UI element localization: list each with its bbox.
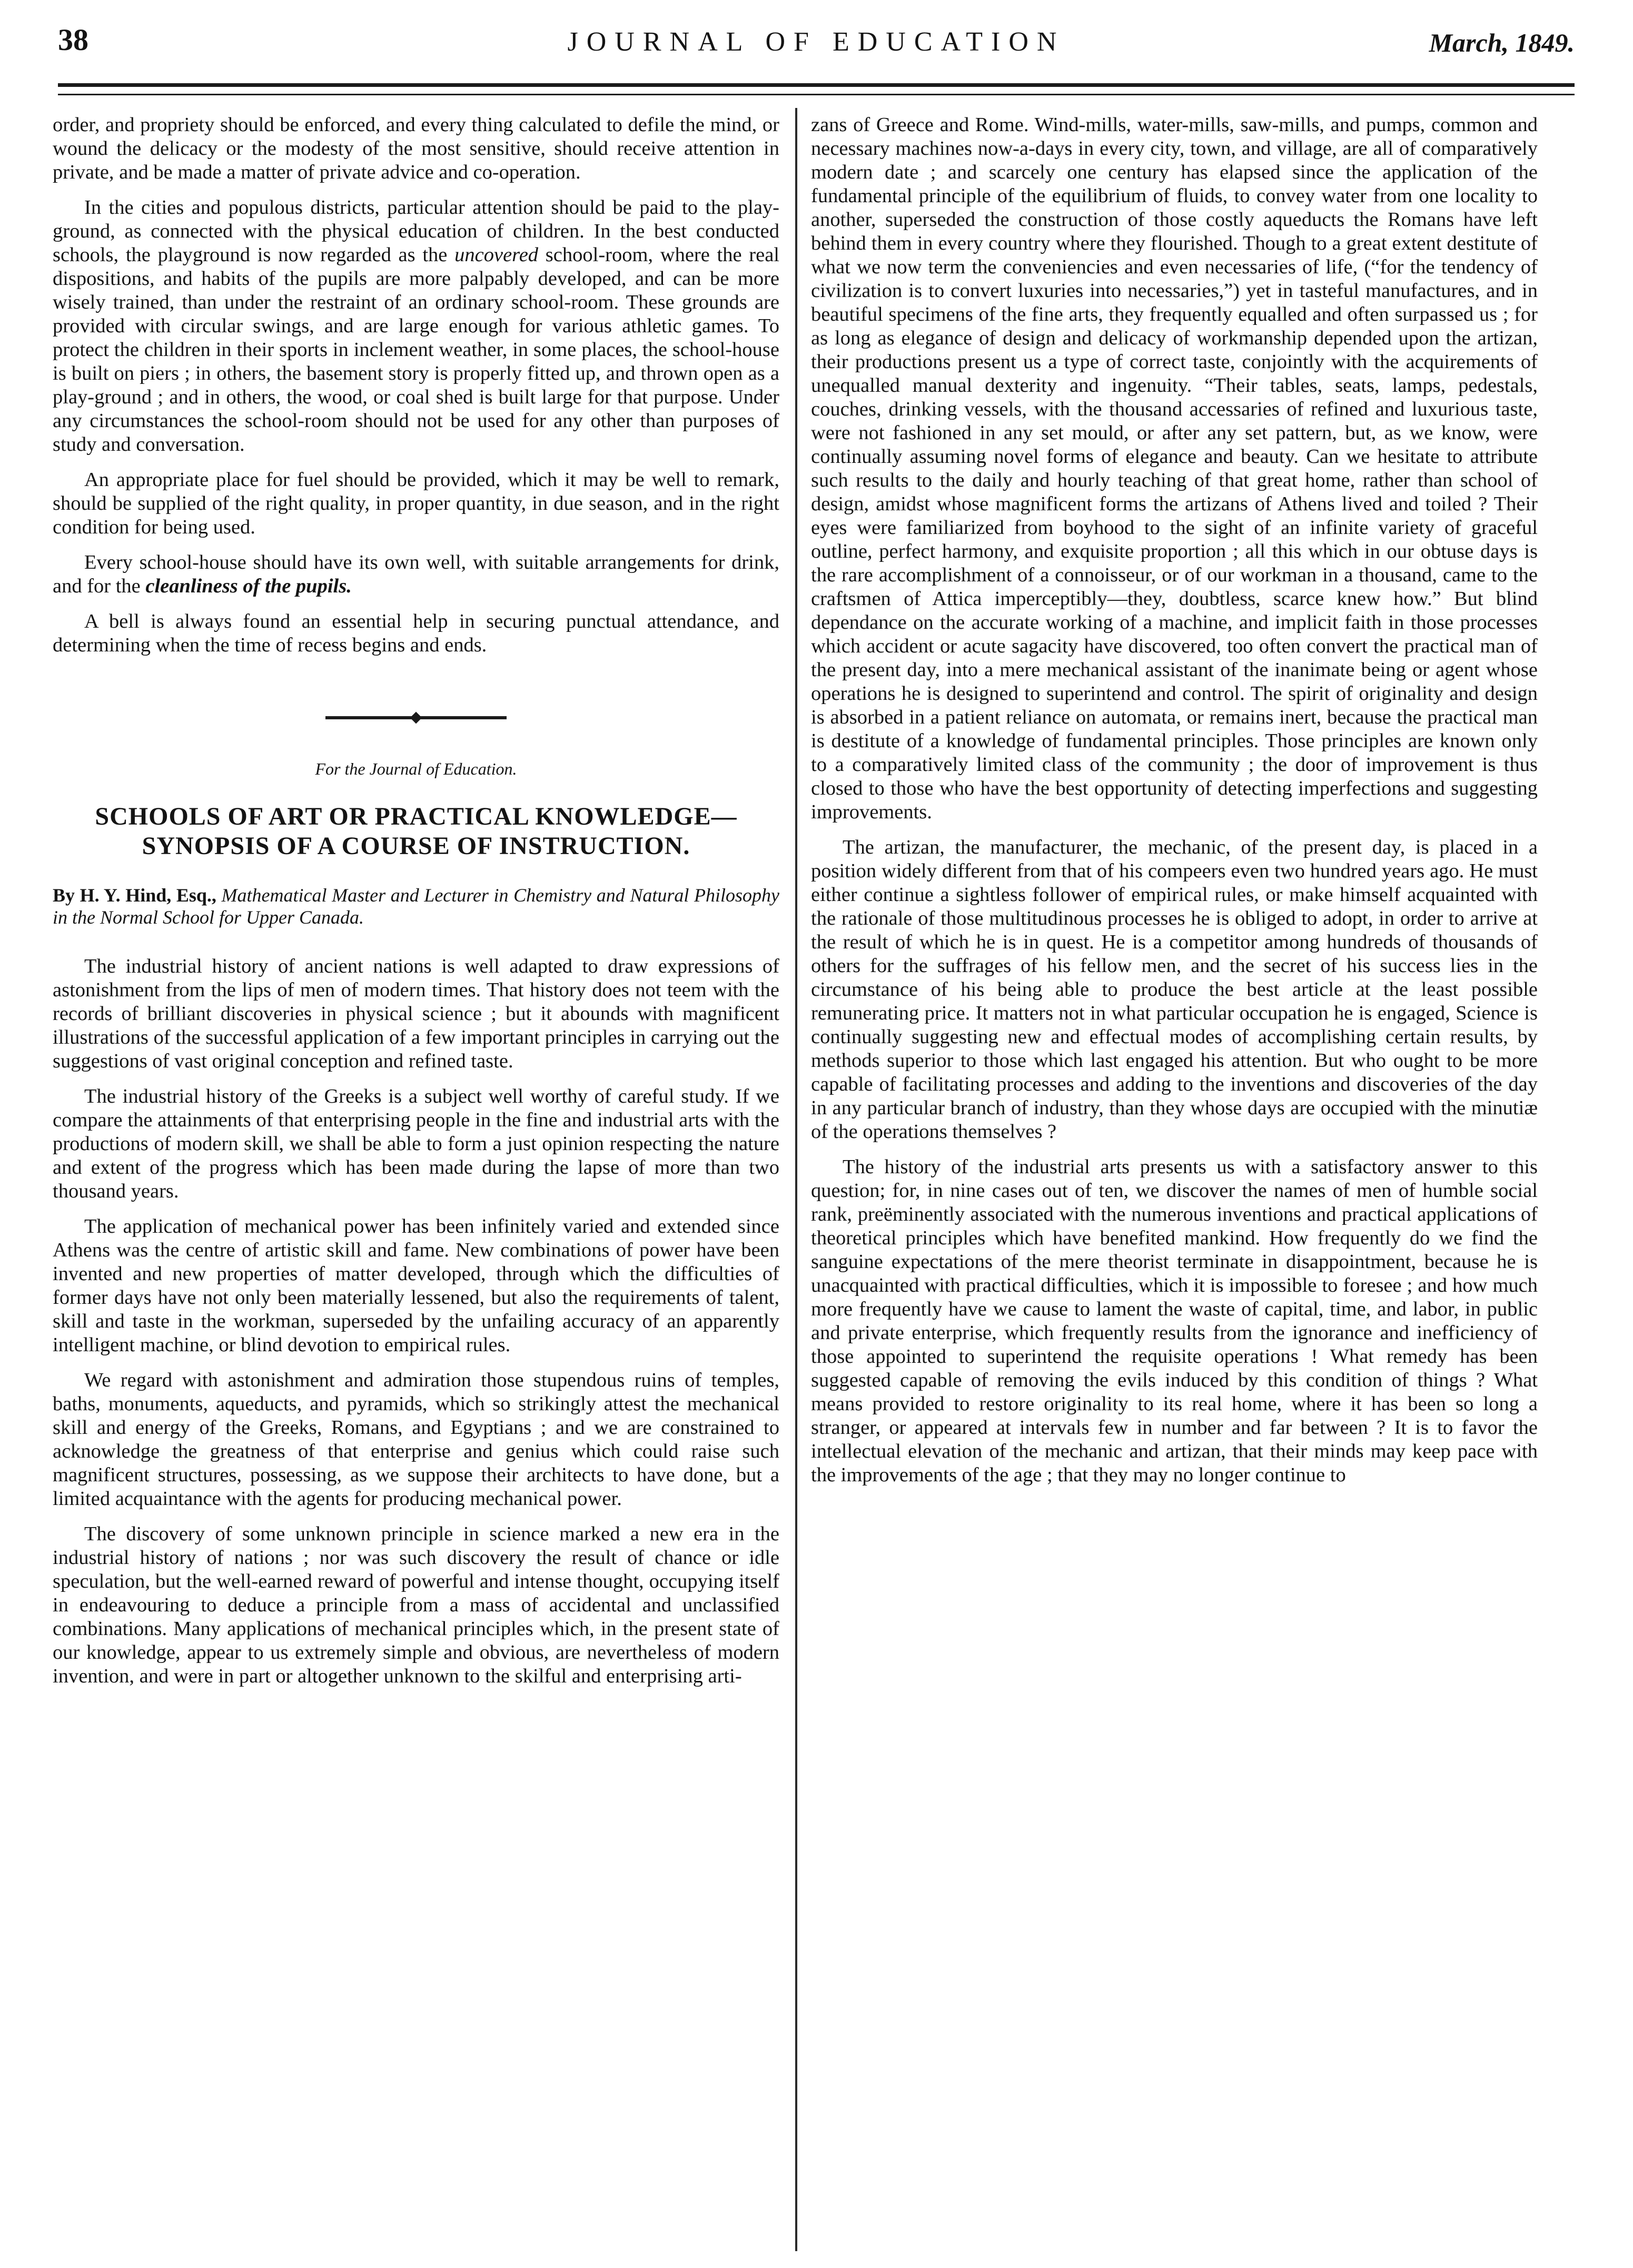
paragraph-mechanical-power: The application of mechanical power has been infinitely varied and extended since Athens was the centre of artistic skill and fame. New combinations of power have been invented and new properties of matter developed, through which the difficulties of former days have not only been materially lessened, but also the requirements of talent, skill and taste in the workman, superseded by the unfailing accuracy of an apparently intelligent machine, or blind devotion to empirical rules. [53,1215,779,1356]
ornament-line-right [417,716,507,719]
page-header [58,22,1575,70]
byline [53,884,779,928]
issue-date: March, 1849. [1429,28,1575,57]
article-title-line-2: SYNOPSIS OF A COURSE OF INSTRUCTION. [142,832,690,860]
paragraph-playground [53,196,779,457]
emphasis-uncovered: uncovered [454,244,539,266]
paragraph-bell: A bell is always found an essential help in securing punctual attendance, and determining when the time of recess begins and ends. [53,610,779,656]
ornament-line-left [325,716,415,719]
section-divider-ornament [53,705,779,715]
paragraph-discovery: The discovery of some unknown principle in science marked a new era in the industrial history of nations ; nor was such discovery the result of chance or idle speculation, but the well-earned reward of powerful and intense thought, occupying itself in endeavouring to deduce a principle from a mass of accidental and unclassified combinations. Many applications of mechanical principles which, in the present state of our knowledge, appear to us extremely simple and obvious, are nevertheless of modern invention, and were in part or altogether unknown to the skilful and enterprising arti- [53,1523,779,1687]
continued-paragraph: order, and propriety should be enforced, and every thing calculated to defile the mind, or wound the delicacy or the modesty of the most sensitive, should receive attention in private, and be made a matter of private advice and co-operation. [53,114,779,183]
column-divider [795,108,797,2251]
byline-author: By H. Y. Hind, Esq., [53,885,216,906]
header-rule-thick [58,83,1575,87]
article-title [53,802,779,861]
paragraph-well-text: Every school-house should have its own well, with suitable arrangements for drink, and for the [53,551,779,597]
paragraph-well [53,551,779,598]
right-column [811,113,1538,2256]
header-rule-thin [58,94,1575,95]
left-column [53,113,779,2256]
paragraph-astonishment: We regard with astonishment and admiration those stupendous ruins of temples, baths, monuments, aqueducts, and pyramids, which so strikingly attest the mechanical skill and energy of the Greeks, Romans, and Egyptians ; and we are constrained to acknowledge the greatness of that enterprise and genius which could raise such magnificent structures, possessing, as we suppose their architects to have done, but a limited acquaintance with the agents for producing mechanical power. [53,1369,779,1510]
page-number: 38 [58,23,88,57]
article-title-line-1: SCHOOLS OF ART OR PRACTICAL KNOWLEDGE— [95,803,737,830]
continued-paragraph-right: zans of Greece and Rome. Wind-mills, water-mills, saw-mills, and pumps, common and necessary machines now-a-days in every city, town, and village, are all of comparatively modern date ; and scarcely one century has elapsed since the application of the fundamental principle of the equilibrium of fluids, to convey water from one locality to another, superseded the construction of those costly aqueducts the Romans have left behind them in every country where they flourished. Though to a great extent destitute of what we now term the conveniencies and even necessaries of life, (“for the tendency of civilization is to convert luxuries into necessaries,”) yet in tasteful manufactures, and in beautiful specimens of the fine arts, they frequently equalled and often surpassed us ; for as long as elegance of design and delicacy of workmanship depended upon the artizan, their productions present us a type of correct taste, conjointly with the acquirements of unequalled manual dexterity and ingenuity. “Their tables, seats, lamps, pedestals, couches, drinking vessels, with the thousand accessaries of refined and luxurious taste, were not fashioned in any set mould, or after any set pattern, but, as we know, were continually assuming novel forms of elegance and beauty. Can we hesitate to attribute such results to the daily and hourly teaching of that great home, rather than school of design, amidst whose magnificent forms the artizans of Athens lived and toiled ? Their eyes were familiarized from boyhood to the sight of an infinite variety of graceful outline, perfect harmony, and exquisite proportion ; all this which in our obtuse days is the rare accomplishment of a connoisseur, or of our workman in a thousand, came to the craftsmen of Attica imperceptibly—they, doubtless, scarce knew how.” But blind dependance on the accurate working of a machine, and implicit faith in those processes which accident or acute sagacity have discovered, too often convert the practical man of the present day, into a mere mechanical assistant of the inanimate being or agent whose operations he is designed to superintend and control. The spirit of originality and design is absorbed in a patient reliance on automata, or remains inert, because the practical man is destitute of a knowledge of fundamental principles. Those principles are known only to a comparatively limited class of the community ; the door of improvement is thus closed to those who have the best opportunity of detecting imperfections and suggesting improvements. [811,114,1538,823]
journal-title: JOURNAL OF EDUCATION [567,27,1065,57]
paragraph-greeks: The industrial history of the Greeks is a subject well worthy of careful study. If we compare the attainments of that enterprising people in the fine and industrial arts with the productions of modern skill, we shall be able to form a just opinion respecting the nature and extent of the progress which has been made during the lapse of more than two thousand years. [53,1085,779,1202]
paragraph-industrial-history: The industrial history of ancient nations is well adapted to draw expressions of astonishment from the lips of men of modern times. That history does not teem with the records of brilliant discoveries in physical science ; but it abounds with magnificent illustrations of the successful application of a few important principles in carrying out the suggestions of vast original conception and refined taste. [53,955,779,1072]
credit-line: For the Journal of Education. [315,759,517,778]
paragraph-playground-text-a: In the cities and populous districts, particular attention should be paid to the play-ground, as connected with the physical education of children. In the best conducted schools, the playground is now regarded as the [53,196,779,266]
paragraph-artizan: The artizan, the manufacturer, the mechanic, of the present day, is placed in a position widely different from that of his compeers even two hundred years ago. He must either continue a sightless follower of empirical rules, or make himself acquainted with the rationale of those multitudinous processes he is obliged to adopt, in order to arrive at the result of which he is in quest. He is a competitor among hundreds of thousands of others for the suffrages of his fellow men, and the secret of his success lies in the circumstance of his being able to produce the best article at the least possible remunerating price. It matters not in what particular occupation he is engaged, Science is continually suggesting new and effectual modes of accomplishing certain results, by methods superior to those which last engaged his attention. But who ought to be more capable of facilitating processes and adding to the inventions and discoveries of the day in any particular branch of industry, than they whose days are occupied with the minutiæ of the operations themselves ? [811,836,1538,1143]
emphasis-cleanliness: cleanliness of the pupils. [145,575,352,597]
paragraph-history-industrial-arts: The history of the industrial arts presents us with a satisfactory answer to this question; for, in nine cases out of ten, we discover the names of men of humble social rank, preëminently associated with the numerous inventions and practical applications of theoretical principles which have benefited mankind. How frequently do we find the sanguine expectations of the mere theorist terminate in disappointment, because he is unacquainted with practical difficulties, which it is impossible to foresee ; and how much more frequently have we cause to lament the waste of capital, time, and labor, in public and private enterprise, which frequently results from the ignorance and inefficiency of those appointed to superintend the requisite operations ! What remedy has been suggested capable of removing the evils induced by this condition of things ? What means provided to restore originality to its real home, where it has been so long a stranger, or appeared at intervals few in number and far between ? It is to favor the intellectual elevation of the mechanic and artizan, that their minds may keep pace with the improvements of the age ; that they may no longer continue to [811,1156,1538,1486]
ornament-diamond [410,712,422,724]
paragraph-playground-text-b: school-room, where the real dispositions, and habits of the pupils are more palpably developed, and can be more wisely trained, than under the restraint of an ordinary school-room. These grounds are provided with circular swings, and are large enough for various athletic games. To protect the children in their sports in inclement weather, in some places, the school-house is built on piers ; in others, the basement story is properly fitted up, and thrown open as a play-ground ; and in others, the wood, or coal shed is built large for that purpose. Under any circumstances the school-room should not be used for any other than purposes of study and conversation. [53,244,779,455]
paragraph-fuel: An appropriate place for fuel should be provided, which it may be well to remark, should be supplied of the right quality, in proper quantity, in due season, and in the right condition for being used. [53,469,779,538]
byline-role: Mathematical Master and Lecturer in Chemistry and Natural Philosophy in the Normal School for Upper Canada. [53,885,779,928]
